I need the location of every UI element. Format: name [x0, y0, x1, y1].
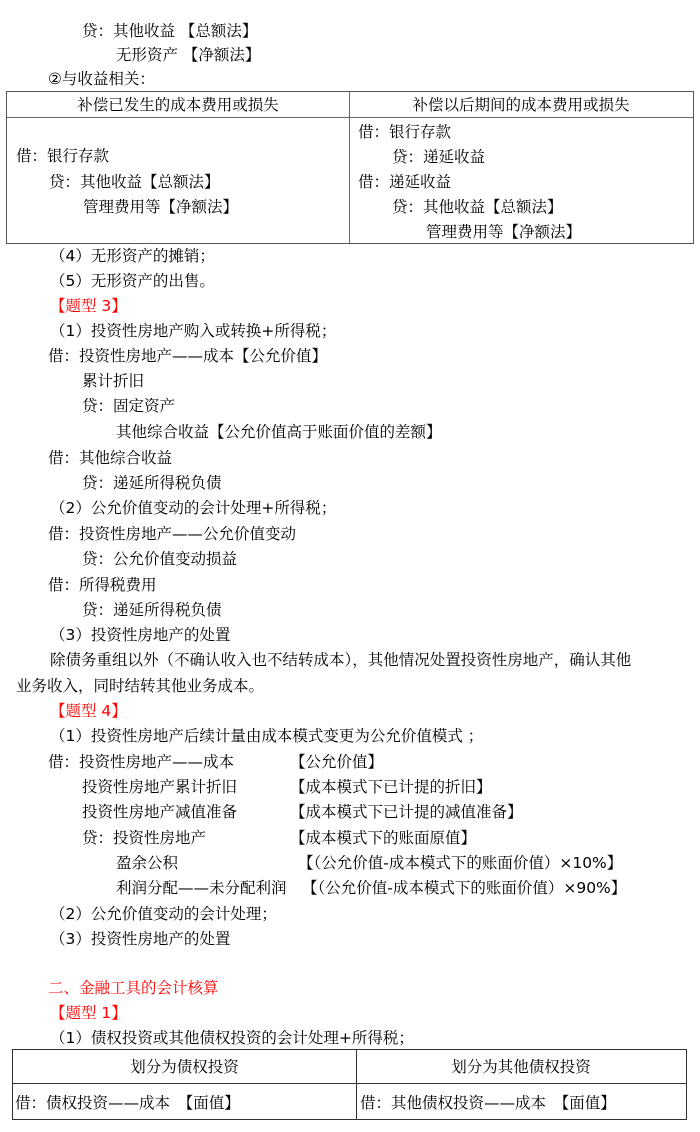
- table-cell-entry: 借：其他债权投资——成本 【面值】: [360, 1094, 616, 1112]
- table-cell-entry: 借：递延收益: [358, 173, 452, 191]
- journal-entry-line: 贷：公允价值变动损益: [82, 550, 238, 568]
- list-item: （1）债权投资或其他债权投资的会计处理+所得税；: [50, 1029, 414, 1047]
- table-cell-entry: 借：银行存款: [16, 147, 110, 165]
- credit-line-intangible: 无形资产 【净额法】: [116, 46, 261, 64]
- journal-entry-line: 贷：递延所得税负债: [82, 601, 222, 619]
- list-item: （5）无形资产的出售。: [50, 272, 215, 290]
- journal-entry-account: 盈余公积: [116, 854, 179, 872]
- table-cell-entry: 贷：其他收益【总额法】: [392, 198, 563, 216]
- list-item: （2）公允价值变动的会计处理+所得税；: [50, 499, 337, 517]
- list-item: （3）投资性房地产的处置: [50, 626, 231, 644]
- table-cell-entry: 管理费用等【净额法】: [426, 223, 582, 241]
- journal-entry-account: 投资性房地产减值准备: [82, 803, 238, 821]
- credit-line-other-income: 贷：其他收益 【总额法】: [82, 22, 258, 40]
- journal-entry-account: 借：投资性房地产——成本: [48, 753, 235, 771]
- journal-entry-note: 【（公允价值-成本模式下的账面价值）×10%】: [298, 854, 623, 872]
- table-divider: [7, 117, 693, 118]
- table-cell-entry: 贷：递延收益: [392, 148, 486, 166]
- table-cell-entry: 贷：其他收益【总额法】: [49, 173, 220, 191]
- debt-investment-table: [12, 1049, 687, 1120]
- journal-entry-note: 【（公允价值-成本模式下的账面价值）×90%】: [302, 879, 627, 897]
- table-header-debt-investment: 划分为债权投资: [130, 1058, 239, 1076]
- table-cell-entry: 管理费用等【净额法】: [83, 198, 239, 216]
- journal-entry-note: 【成本模式下的账面原值】: [290, 829, 477, 847]
- list-item: （3）投资性房地产的处置: [50, 930, 231, 948]
- subheading-income-related: ②与收益相关：: [48, 70, 155, 88]
- question-type-3-heading: 【题型 3】: [50, 297, 127, 315]
- list-item: （1）投资性房地产购入或转换+所得税；: [50, 322, 337, 340]
- paragraph-line: 业务收入，同时结转其他业务成本。: [16, 677, 265, 695]
- list-item: （2）公允价值变动的会计处理；: [50, 905, 277, 923]
- table-header-other-debt-investment: 划分为其他债权投资: [451, 1058, 591, 1076]
- section-heading-financial-instruments: 二、金融工具的会计核算: [48, 979, 219, 997]
- journal-entry-line: 贷：递延所得税负债: [82, 474, 222, 492]
- journal-entry-account: 利润分配——未分配利润: [116, 879, 287, 897]
- journal-entry-line: 借：所得税费用: [48, 576, 157, 594]
- journal-entry-note: 【成本模式下已计提的折旧】: [290, 778, 492, 796]
- question-type-4-heading: 【题型 4】: [50, 702, 127, 720]
- journal-entry-account: 贷：投资性房地产: [82, 829, 207, 847]
- journal-entry-line: 借：投资性房地产——成本【公允价值】: [48, 347, 328, 365]
- income-related-table: [6, 91, 694, 244]
- table-cell-entry: 借：银行存款: [358, 123, 452, 141]
- list-item: （1）投资性房地产后续计量由成本模式变更为公允价值模式 ；: [50, 727, 484, 745]
- journal-entry-line: 累计折旧: [82, 372, 145, 390]
- paragraph-line: 除债务重组以外（不确认收入也不结转成本），其他情况处置投资性房地产，确认其他: [50, 651, 632, 669]
- table-divider: [13, 1083, 686, 1084]
- table-header-past-costs: 补偿已发生的成本费用或损失: [77, 96, 279, 114]
- table-cell-entry: 借：债权投资——成本 【面值】: [15, 1094, 240, 1112]
- table-header-future-costs: 补偿以后期间的成本费用或损失: [412, 96, 630, 114]
- journal-entry-line: 借：投资性房地产——公允价值变动: [48, 525, 297, 543]
- list-item: （4）无形资产的摊销；: [50, 247, 215, 265]
- journal-entry-line: 贷：固定资产: [82, 397, 176, 415]
- journal-entry-note: 【成本模式下已计提的减值准备】: [290, 803, 523, 821]
- journal-entry-account: 投资性房地产累计折旧: [82, 778, 238, 796]
- journal-entry-line: 借：其他综合收益: [48, 449, 173, 467]
- journal-entry-line: 其他综合收益【公允价值高于账面价值的差额】: [116, 423, 442, 441]
- journal-entry-note: 【公允价值】: [290, 753, 384, 771]
- question-type-1-heading: 【题型 1】: [50, 1004, 127, 1022]
